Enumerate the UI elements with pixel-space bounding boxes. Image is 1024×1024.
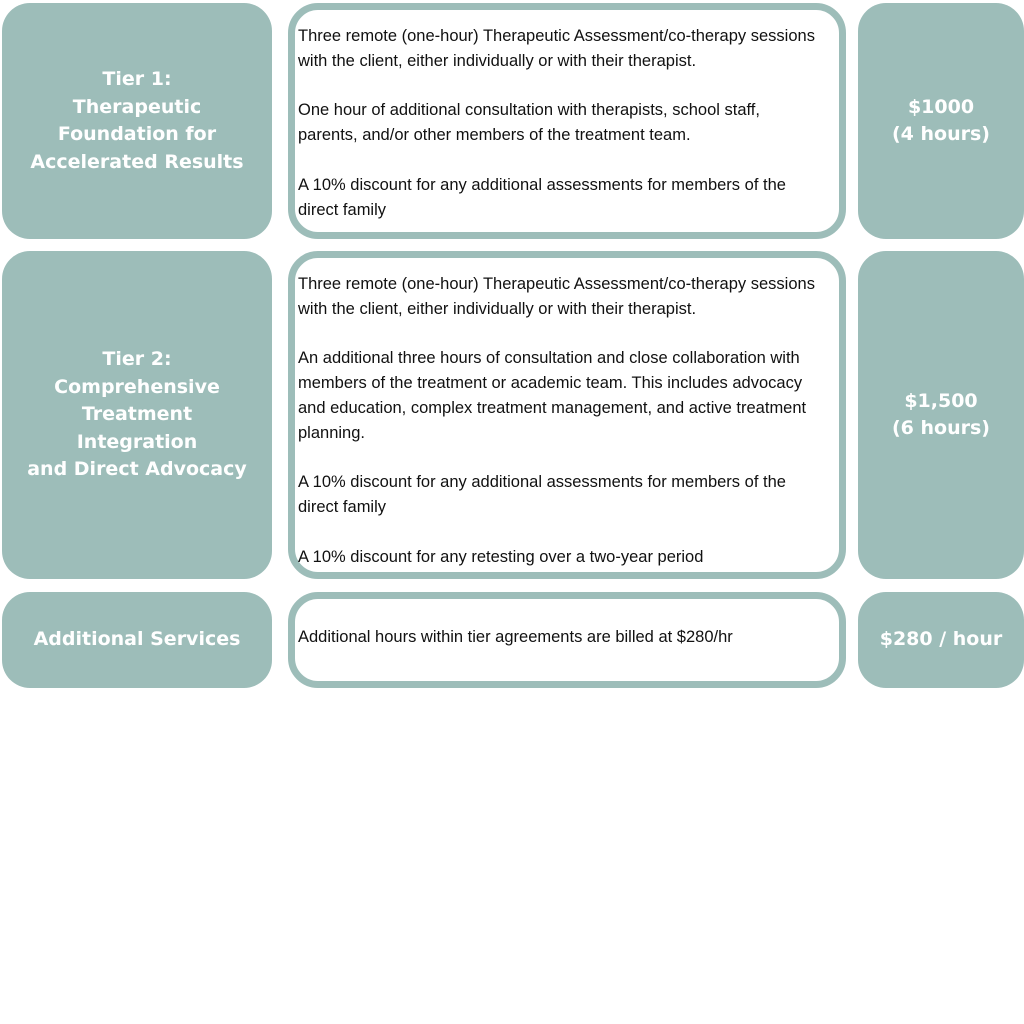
tier-title: Tier 2: Comprehensive Treatment Integration and Direct Advocacy <box>27 348 247 481</box>
tier-description-item: A 10% discount for any retesting over a two-year period <box>298 547 704 566</box>
tier-price: $1000 <box>907 95 975 118</box>
tier-price-box <box>858 592 1024 688</box>
tier-description-item: Three remote (one-hour) Therapeutic Assessment/co-therapy sessions with the client, either individually or with their therapist. <box>298 275 815 318</box>
tier-title-box <box>2 3 272 239</box>
tier-title: Tier 1: Therapeutic Foundation for Accelerated Results <box>30 68 244 173</box>
tier-price: $1,500 <box>904 389 978 412</box>
tier-hours: (6 hours) <box>892 417 990 439</box>
tier-description-item: A 10% discount for any additional assessments for members of the direct family <box>298 473 786 517</box>
tier-description-item: An additional three hours of consultation and close collaboration with members of the treatment or academic team. This includes advocacy and education, complex treatment management, and active treatment planning. <box>298 349 807 442</box>
tier-description-item: Three remote (one-hour) Therapeutic Assessment/co-therapy sessions with the client, either individually or with their therapist. <box>298 27 815 70</box>
tier-description-item: Additional hours within tier agreements are billed at $280/hr <box>298 627 733 646</box>
tier-title-box <box>2 251 272 579</box>
tier-description-item: A 10% discount for any additional assessments for members of the direct family <box>298 175 786 219</box>
tier-price-box <box>858 251 1024 579</box>
tier-description-box <box>288 251 846 579</box>
tier-title-box <box>2 592 272 688</box>
tier-title: Additional Services <box>33 628 241 651</box>
tier-description-box <box>288 3 846 239</box>
tier-price: $280 / hour <box>879 628 1003 651</box>
tier-description-box <box>288 592 846 688</box>
tier-description-item: One hour of additional consultation with therapists, school staff, parents, and/or other members of the treatment team. <box>298 101 760 145</box>
tier-price-box <box>858 3 1024 239</box>
tier-hours: (4 hours) <box>892 123 990 145</box>
